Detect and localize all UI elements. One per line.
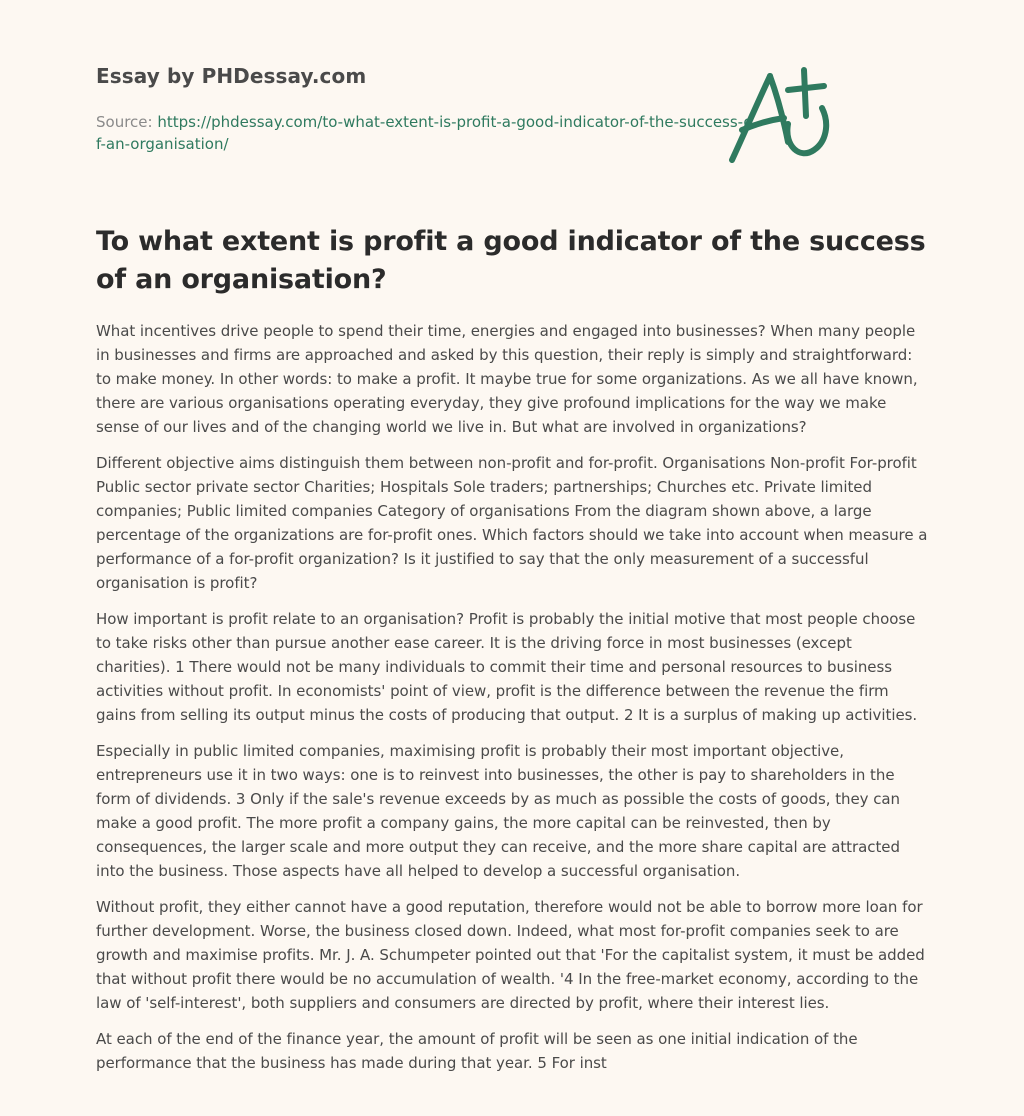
a-plus-logo-icon (726, 64, 836, 168)
source-line (96, 111, 756, 155)
source-link[interactable]: https://phdessay.com/to-what-extent-is-profit-a-good-indicator-of-the-success-of-an-organisation/ (96, 113, 753, 153)
site-name: Essay by PHDessay.com (96, 64, 367, 88)
paragraph-6: At each of the end of the finance year, the amount of profit will be seen as one initial indication of the performance that the business has made during that year. 5 For inst (96, 1030, 858, 1072)
article-title: To what extent is profit a good indicator of the success of an organisation? (96, 226, 926, 295)
paragraph-4: Especially in public limited companies, maximising profit is probably their most important objective, entrepreneurs use it in two ways: one is to reinvest into businesses, the other is pay to shareholders in the form of dividends. 3 Only if the sale's revenue exceeds by as much as possible the costs of goods, they can make a good profit. The more profit a company gains, the more capital can be reinvested, then by consequences, the larger scale and more output they can receive, and the more share capital are attracted into the business. Those aspects have all helped to develop a successful organisation. (96, 742, 901, 880)
paragraph-2: Different objective aims distinguish them between non-profit and for-profit. Organisations Non-profit For-profit Public sector private sector Charities; Hospitals Sole traders; partnerships; Churches etc. Private limited companies; Public limited companies Category of organisations From the diagram shown above, a large percentage of the organizations are for-profit ones. Which factors should we take into account when measure a performance of a for-profit organization? Is it justified to say that the only measurement of a successful organisation is profit? (96, 454, 928, 592)
source-label: Source: (96, 113, 153, 131)
paragraph-1: What incentives drive people to spend their time, energies and engaged into businesses? When many people in businesses and firms are approached and asked by this question, their reply is simply and straightforward: to make money. In other words: to make a profit. It maybe true for some organizations. As we all have known, there are various organisations operating everyday, they give profound implications for the way we make sense of our lives and of the changing world we live in. But what are involved in organizations? (96, 322, 918, 436)
paragraph-3: How important is profit relate to an organisation? Profit is probably the initial motive that most people choose to take risks other than pursue another ease career. It is the driving force in most businesses (except charities). 1 There would not be many individuals to commit their time and personal resources to business activities without profit. In economists' point of view, profit is the difference between the revenue the firm gains from selling its output minus the costs of producing that output. 2 It is a surplus of making up activities. (96, 610, 918, 724)
page-header (96, 0, 928, 195)
article-body (96, 319, 928, 1075)
paragraph-5: Without profit, they either cannot have a good reputation, therefore would not be able to borrow more loan for further development. Worse, the business closed down. Indeed, what most for-profit companies seek to are growth and maximise profits. Mr. J. A. Schumpeter pointed out that 'For the capitalist system, it must be added that without profit there would be no accumulation of wealth. '4 In the free-market economy, according to the law of 'self-interest', both suppliers and consumers are directed by profit, where their interest lies. (96, 898, 925, 1012)
